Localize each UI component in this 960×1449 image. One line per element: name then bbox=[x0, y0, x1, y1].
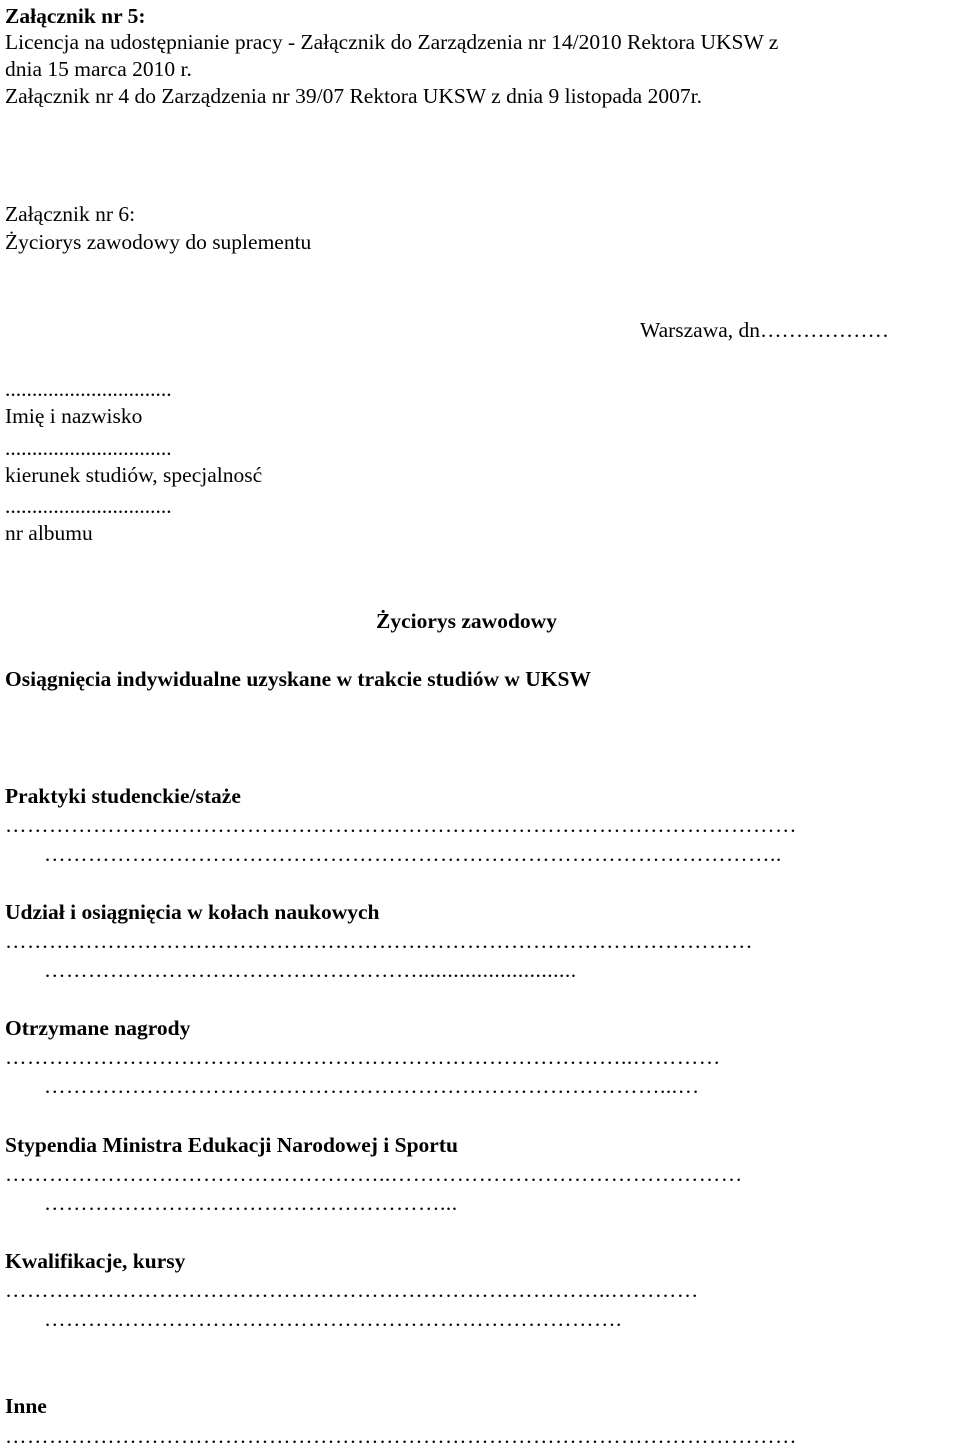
attachment-5-heading: Załącznik nr 5: bbox=[5, 4, 146, 28]
awards-line-1[interactable]: …………………………………………………………………………..………… bbox=[5, 1045, 721, 1069]
awards-line-2[interactable]: …………………………………………………………………………...… bbox=[44, 1074, 700, 1098]
attachment-5-line-3: Załącznik nr 4 do Zarządzenia nr 39/07 Rektora UKSW z dnia 9 listopada 2007r. bbox=[5, 84, 702, 108]
other-line-1[interactable]: ……………………………………………………………………………………………… bbox=[5, 1424, 797, 1448]
program-label: kierunek studiów, specjalnosć bbox=[5, 463, 263, 487]
name-dots[interactable]: ............................... bbox=[5, 377, 172, 401]
science-clubs-line-1[interactable]: ………………………………………………………………………………………… bbox=[5, 929, 753, 953]
awards-title: Otrzymane nagrody bbox=[5, 1016, 191, 1040]
internships-title: Praktyki studenckie/staże bbox=[5, 784, 241, 808]
document-title: Życiorys zawodowy bbox=[376, 609, 557, 633]
place-date-field[interactable]: Warszawa, dn……………… bbox=[640, 318, 890, 342]
attachment-6-heading: Załącznik nr 6: bbox=[5, 202, 136, 226]
scholarships-line-2[interactable]: ………………………………………………... bbox=[44, 1191, 458, 1215]
album-label: nr albumu bbox=[5, 521, 93, 545]
album-dots[interactable]: ............................... bbox=[5, 494, 172, 518]
program-dots[interactable]: ............................... bbox=[5, 436, 172, 460]
attachment-5-line-2: dnia 15 marca 2010 r. bbox=[5, 57, 192, 81]
internships-line-2[interactable]: ……………………………………………………………………………………….. bbox=[44, 842, 782, 866]
scholarships-title: Stypendia Ministra Edukacji Narodowej i Sportu bbox=[5, 1133, 458, 1157]
science-clubs-title: Udział i osiągnięcia w kołach naukowych bbox=[5, 900, 380, 924]
scholarships-line-1[interactable]: ……………………………………………..………………………………………… bbox=[5, 1162, 743, 1186]
qualifications-line-1[interactable]: ………………………………………………………………………..………… bbox=[5, 1278, 699, 1302]
qualifications-line-2[interactable]: ……………………………………………………………………. bbox=[44, 1307, 622, 1331]
name-label: Imię i nazwisko bbox=[5, 404, 143, 428]
science-clubs-line-2[interactable]: ……………………………………………........................... bbox=[44, 958, 577, 982]
other-title: Inne bbox=[5, 1394, 47, 1418]
attachment-6-subtitle: Życiorys zawodowy do suplementu bbox=[5, 230, 312, 254]
qualifications-title: Kwalifikacje, kursy bbox=[5, 1249, 186, 1273]
internships-line-1[interactable]: ……………………………………………………………………………………………… bbox=[5, 813, 797, 837]
attachment-5-line-1: Licencja na udostępnianie pracy - Załącznik do Zarządzenia nr 14/2010 Rektora UKSW z bbox=[5, 30, 779, 54]
achievements-title: Osiągnięcia indywidualne uzyskane w trakcie studiów w UKSW bbox=[5, 667, 591, 691]
